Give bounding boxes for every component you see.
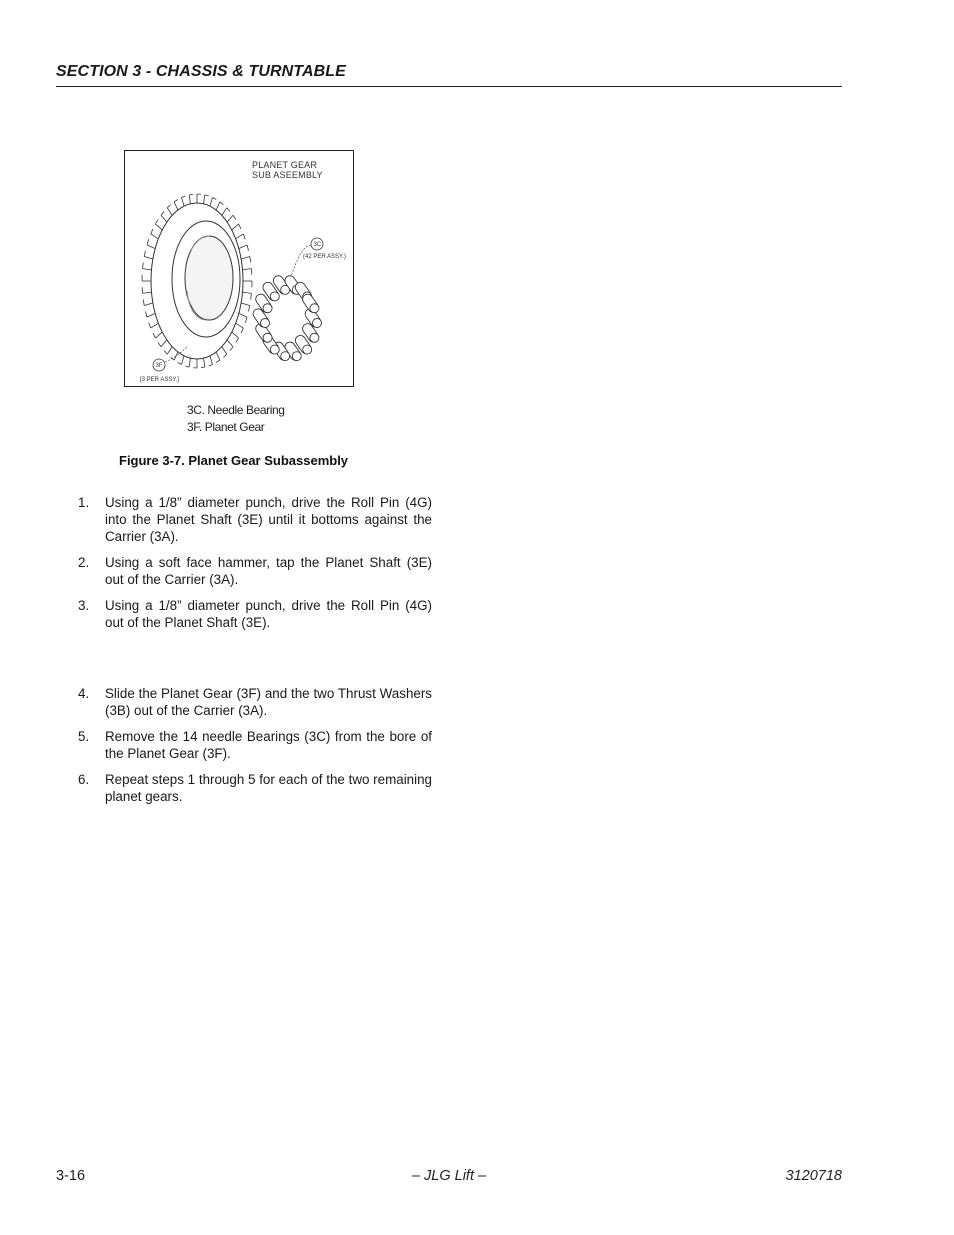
planet-gear-drawing <box>125 151 353 386</box>
gear-tooth <box>147 245 155 249</box>
gear-tooth-tip <box>155 219 158 224</box>
gear-tooth-tip <box>151 229 153 234</box>
gear-tooth <box>232 224 239 230</box>
step-text: Using a 1/8” diameter punch, drive the Roll Pin (4G) out of the Planet Shaft (3E). <box>105 598 432 630</box>
step-text: Using a 1/8” diameter punch, drive the Roll Pin (4G) into the Planet Shaft (3E) until it bottoms against the Carrier (3A). <box>105 495 432 544</box>
gear-tooth-tip <box>223 354 226 357</box>
gear-tooth-tip <box>249 306 250 312</box>
step-item <box>78 554 432 588</box>
step-item <box>78 597 432 631</box>
step-text: Slide the Planet Gear (3F) and the two Thrust Washers (3B) out of the Carrier (3A). <box>105 686 432 718</box>
gear-tooth <box>155 224 162 230</box>
gear-tooth-tip <box>239 224 241 229</box>
gear-tooth <box>243 292 252 293</box>
gear-tooth <box>174 352 178 360</box>
gear-tooth <box>144 256 153 259</box>
step-number: 2. <box>78 555 90 570</box>
gear-tooth-tip <box>245 317 247 323</box>
gear-tooth <box>147 313 155 317</box>
gear-tooth-tip <box>250 256 251 262</box>
gear-tooth <box>167 208 172 216</box>
callout-3f-qty: [3 PER ASSY.] <box>140 377 179 383</box>
figure-title-line2: SUB ASEEMBLY <box>252 170 323 180</box>
gear-tooth <box>236 234 244 239</box>
gear-tooth <box>232 332 239 338</box>
gear-tooth-tip <box>236 338 239 343</box>
gear-tooth <box>144 303 153 306</box>
page-number: 3-16 <box>56 1168 86 1184</box>
gear-tooth-tip <box>205 195 209 196</box>
gear-tooth-tip <box>161 211 164 215</box>
gear-tooth-tip <box>149 323 151 328</box>
step-text: Using a soft face hammer, tap the Planet Shaft (3E) out of the Carrier (3A). <box>105 555 432 587</box>
step-number: 5. <box>78 729 90 744</box>
gear-tooth <box>210 356 213 365</box>
gear-tooth <box>210 198 213 207</box>
gear-tooth <box>161 215 167 222</box>
step-number: 1. <box>78 495 90 510</box>
gear-tooth <box>216 352 220 360</box>
needle-roller <box>301 292 321 314</box>
step-item <box>78 685 432 719</box>
gear-tooth <box>182 356 185 365</box>
footer-brand: – JLG Lift – <box>411 1168 487 1184</box>
document-number: 3120718 <box>785 1168 842 1184</box>
gear-tooth-tip <box>158 343 161 347</box>
callout-3c <box>291 238 346 276</box>
gear-tooth <box>204 195 205 204</box>
gear-tooth-tip <box>182 196 186 198</box>
gear-tooth <box>182 198 185 207</box>
callout-3f-label: 3F <box>155 363 163 369</box>
gear-tooth <box>222 208 227 216</box>
gear-tooth <box>189 358 190 367</box>
gear-tooth <box>143 269 152 270</box>
gear-tooth <box>151 323 159 328</box>
gear-tooth-tip <box>147 239 149 245</box>
gear-tooth-tip <box>167 205 170 208</box>
gear-tooth-tip <box>227 208 230 212</box>
gear-tooth-tip <box>143 299 144 305</box>
gear-tooth <box>151 234 159 239</box>
gear-tooth-tip <box>220 202 224 205</box>
gear-tooth <box>216 202 220 210</box>
step-number: 4. <box>78 686 90 701</box>
figure-caption: Figure 3-7. Planet Gear Subassembly <box>119 453 349 468</box>
gear-tooth <box>236 323 244 328</box>
gear-tooth-tip <box>216 360 220 362</box>
gear-tooth <box>243 269 252 270</box>
gear-tooth-tip <box>189 194 193 195</box>
gear-tooth <box>227 340 233 347</box>
gear-tooth-tip <box>243 234 245 239</box>
gear-tooth <box>222 347 227 355</box>
gear-tooth <box>241 256 250 259</box>
gear-tooth-tip <box>209 364 213 366</box>
gear-tooth-tip <box>251 293 252 299</box>
step-number: 3. <box>78 598 90 613</box>
figure-title-line1: PLANET GEAR <box>252 160 318 170</box>
step-item <box>78 771 432 805</box>
gear-tooth-tip <box>178 363 182 365</box>
step-text: Repeat steps 1 through 5 for each of the two remaining planet gears. <box>105 772 432 804</box>
step-text: Remove the 14 needle Bearings (3C) from the bore of the Planet Gear (3F). <box>105 729 432 761</box>
gear-tooth <box>227 215 233 222</box>
gear-tooth-tip <box>230 347 233 351</box>
gear-tooth <box>204 358 205 367</box>
gear-tooth-tip <box>153 333 155 338</box>
callout-3c-label: 3C <box>313 242 322 248</box>
gear-tooth-tip <box>247 245 249 251</box>
planet-gear-3f <box>142 194 252 368</box>
legend-item-needle-bearing: 3C. Needle Bearing <box>187 403 285 417</box>
gear-tooth <box>189 195 190 204</box>
gear-tooth <box>161 340 167 347</box>
legend-item-planet-gear: 3F. Planet Gear <box>187 420 265 434</box>
gear-tooth <box>155 332 162 338</box>
gear-tooth <box>167 347 172 355</box>
page-footer <box>56 1168 842 1188</box>
gear-tooth-tip <box>233 215 236 219</box>
step-item <box>78 728 432 762</box>
gear-tooth <box>174 202 178 210</box>
gear-tooth-tip <box>174 199 178 201</box>
callout-3c-qty: (42 PER ASSY.) <box>303 254 346 260</box>
gear-tooth <box>239 313 247 317</box>
planet-gear-figure <box>124 150 354 387</box>
gear-tooth-tip <box>144 251 145 257</box>
gear-tooth <box>239 245 247 249</box>
section-header: SECTION 3 - CHASSIS & TURNTABLE <box>56 63 842 87</box>
gear-tooth-tip <box>212 198 216 200</box>
gear-tooth-tip <box>241 328 243 333</box>
gear-tooth-tip <box>185 366 189 367</box>
gear-tooth-tip <box>143 263 144 269</box>
step-number: 6. <box>78 772 90 787</box>
gear-tooth-tip <box>164 351 167 355</box>
procedure-steps <box>78 494 432 805</box>
gear-tooth <box>143 292 152 293</box>
step-item <box>78 494 432 545</box>
needle-bearings-3c <box>251 274 323 362</box>
gear-tooth-tip <box>145 311 147 317</box>
gear-tooth-tip <box>201 367 205 368</box>
gear-tooth <box>241 303 250 306</box>
figure-legend <box>187 402 285 436</box>
